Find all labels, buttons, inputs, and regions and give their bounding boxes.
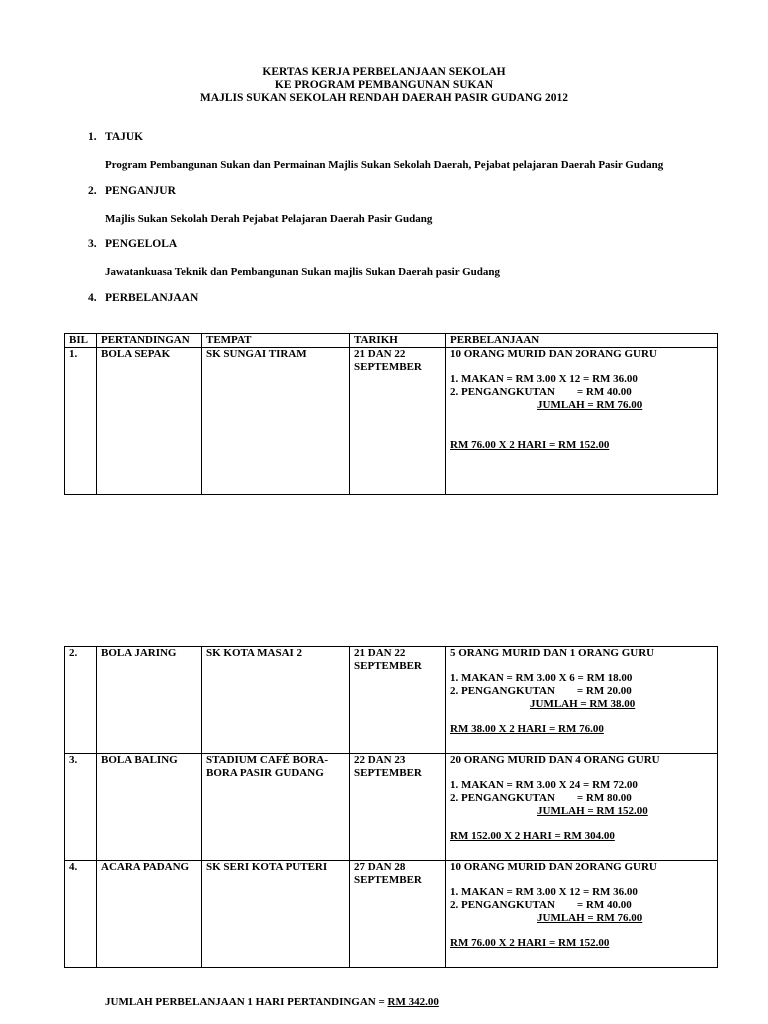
column-header-tarikh: TARIKH: [350, 334, 446, 348]
transport-line: 2. PENGANGKUTAN = RM 40.00: [450, 899, 632, 911]
transport-line: 2. PENGANGKUTAN = RM 40.00: [450, 386, 632, 398]
section-tajuk-desc: Program Pembangunan Sukan dan Permainan Majlis Sukan Sekolah Daerah, Pejabat pelajaran Daerah Pasir Gudang: [105, 159, 664, 171]
calc-line: RM 38.00 X 2 HARI = RM 76.00: [450, 723, 604, 735]
grand-total-label: JUMLAH PERBELANJAAN 1 HARI PERTANDINGAN =: [105, 996, 388, 1008]
table-header-row: [65, 334, 718, 348]
people-count: 10 ORANG MURID DAN 2ORANG GURU: [450, 861, 657, 873]
section-number: 1.: [88, 131, 97, 143]
section-number: 4.: [88, 292, 97, 304]
table-row: [65, 754, 718, 861]
table-row: [65, 647, 718, 754]
cell-expenses: [446, 348, 718, 495]
cell-date: [350, 861, 446, 968]
section-number: 2.: [88, 185, 97, 197]
cell-venue: [202, 861, 350, 968]
table-row: [65, 861, 718, 968]
jumlah-line: JUMLAH = RM 38.00: [530, 698, 636, 710]
section-title: PENGELOLA: [105, 238, 178, 250]
expense-table-part-2: [64, 646, 718, 968]
date-line: 21 DAN 22: [354, 647, 406, 659]
calc-line: RM 76.00 X 2 HARI = RM 152.00: [450, 937, 610, 949]
cell-date: [350, 754, 446, 861]
grand-total-value: RM 342.00: [387, 996, 439, 1008]
cell-expenses: [446, 861, 718, 968]
table-row: [65, 348, 718, 495]
people-count: 5 ORANG MURID DAN 1 ORANG GURU: [450, 647, 655, 659]
date-month: SEPTEMBER: [354, 874, 422, 886]
section-penganjur: [88, 185, 176, 197]
cell-expenses: [446, 754, 718, 861]
cell-event: BOLA SEPAK: [97, 348, 202, 495]
date-line: 22 DAN 23: [354, 754, 406, 766]
people-count: 20 ORANG MURID DAN 4 ORANG GURU: [450, 754, 660, 766]
header-line-1: KERTAS KERJA PERBELANJAAN SEKOLAH: [262, 66, 506, 78]
section-penganjur-desc: Majlis Sukan Sekolah Derah Pejabat Pelajaran Daerah Pasir Gudang: [105, 213, 433, 225]
cell-event: BOLA BALING: [97, 754, 202, 861]
makan-line: 1. MAKAN = RM 3.00 X 12 = RM 36.00: [450, 886, 638, 898]
venue-line: SK KOTA MASAI 2: [206, 647, 303, 659]
column-header-tempat: TEMPAT: [202, 334, 350, 348]
venue-line: STADIUM CAFÉ BORA-: [206, 754, 329, 766]
makan-line: 1. MAKAN = RM 3.00 X 12 = RM 36.00: [450, 373, 638, 385]
cell-event: ACARA PADANG: [97, 861, 202, 968]
cell-event: BOLA JARING: [97, 647, 202, 754]
section-pengelola: [88, 238, 177, 250]
transport-line: 2. PENGANGKUTAN = RM 20.00: [450, 685, 632, 697]
transport-line: 2. PENGANGKUTAN = RM 80.00: [450, 792, 632, 804]
cell-bil: 2.: [65, 647, 97, 754]
venue-line: SK SERI KOTA PUTERI: [206, 861, 328, 873]
jumlah-line: JUMLAH = RM 76.00: [537, 399, 643, 411]
jumlah-line: JUMLAH = RM 152.00: [537, 805, 648, 817]
cell-venue: [202, 754, 350, 861]
date-month: SEPTEMBER: [354, 767, 422, 779]
makan-line: 1. MAKAN = RM 3.00 X 6 = RM 18.00: [450, 672, 633, 684]
makan-line: 1. MAKAN = RM 3.00 X 24 = RM 72.00: [450, 779, 638, 791]
section-title: PENGANJUR: [105, 185, 176, 197]
section-pengelola-desc: Jawatankuasa Teknik dan Pembangunan Sukan majlis Sukan Daerah pasir Gudang: [105, 266, 501, 278]
cell-bil: 4.: [65, 861, 97, 968]
people-count: 10 ORANG MURID DAN 2ORANG GURU: [450, 348, 657, 360]
calc-line: RM 152.00 X 2 HARI = RM 304.00: [450, 830, 615, 842]
calc-line: RM 76.00 X 2 HARI = RM 152.00: [450, 439, 610, 451]
section-perbelanjaan: [88, 292, 198, 304]
cell-expenses: [446, 647, 718, 754]
column-header-pertandingan: PERTANDINGAN: [97, 334, 202, 348]
document-header: [0, 66, 768, 105]
date-line: 27 DAN 28: [354, 861, 406, 873]
cell-bil: 3.: [65, 754, 97, 861]
date-month: SEPTEMBER: [354, 361, 422, 373]
venue-line: SK SUNGAI TIRAM: [206, 348, 307, 360]
section-title: PERBELANJAAN: [105, 292, 199, 304]
grand-total: [105, 996, 439, 1008]
section-title: TAJUK: [105, 131, 144, 143]
cell-date: [350, 647, 446, 754]
venue-line-2: BORA PASIR GUDANG: [206, 767, 324, 779]
date-month: SEPTEMBER: [354, 660, 422, 672]
cell-date: [350, 348, 446, 495]
column-header-perbelanjaan: PERBELANJAAN: [446, 334, 718, 348]
cell-venue: [202, 348, 350, 495]
expense-table-part-1: [64, 333, 718, 495]
cell-bil: 1.: [65, 348, 97, 495]
cell-venue: [202, 647, 350, 754]
date-line: 21 DAN 22: [354, 348, 406, 360]
section-tajuk: [88, 131, 143, 143]
header-line-2: KE PROGRAM PEMBANGUNAN SUKAN: [274, 79, 494, 91]
jumlah-line: JUMLAH = RM 76.00: [537, 912, 643, 924]
header-line-3: MAJLIS SUKAN SEKOLAH RENDAH DAERAH PASIR GUDANG 2012: [199, 92, 569, 104]
section-number: 3.: [88, 238, 97, 250]
column-header-bil: BIL: [65, 334, 97, 348]
